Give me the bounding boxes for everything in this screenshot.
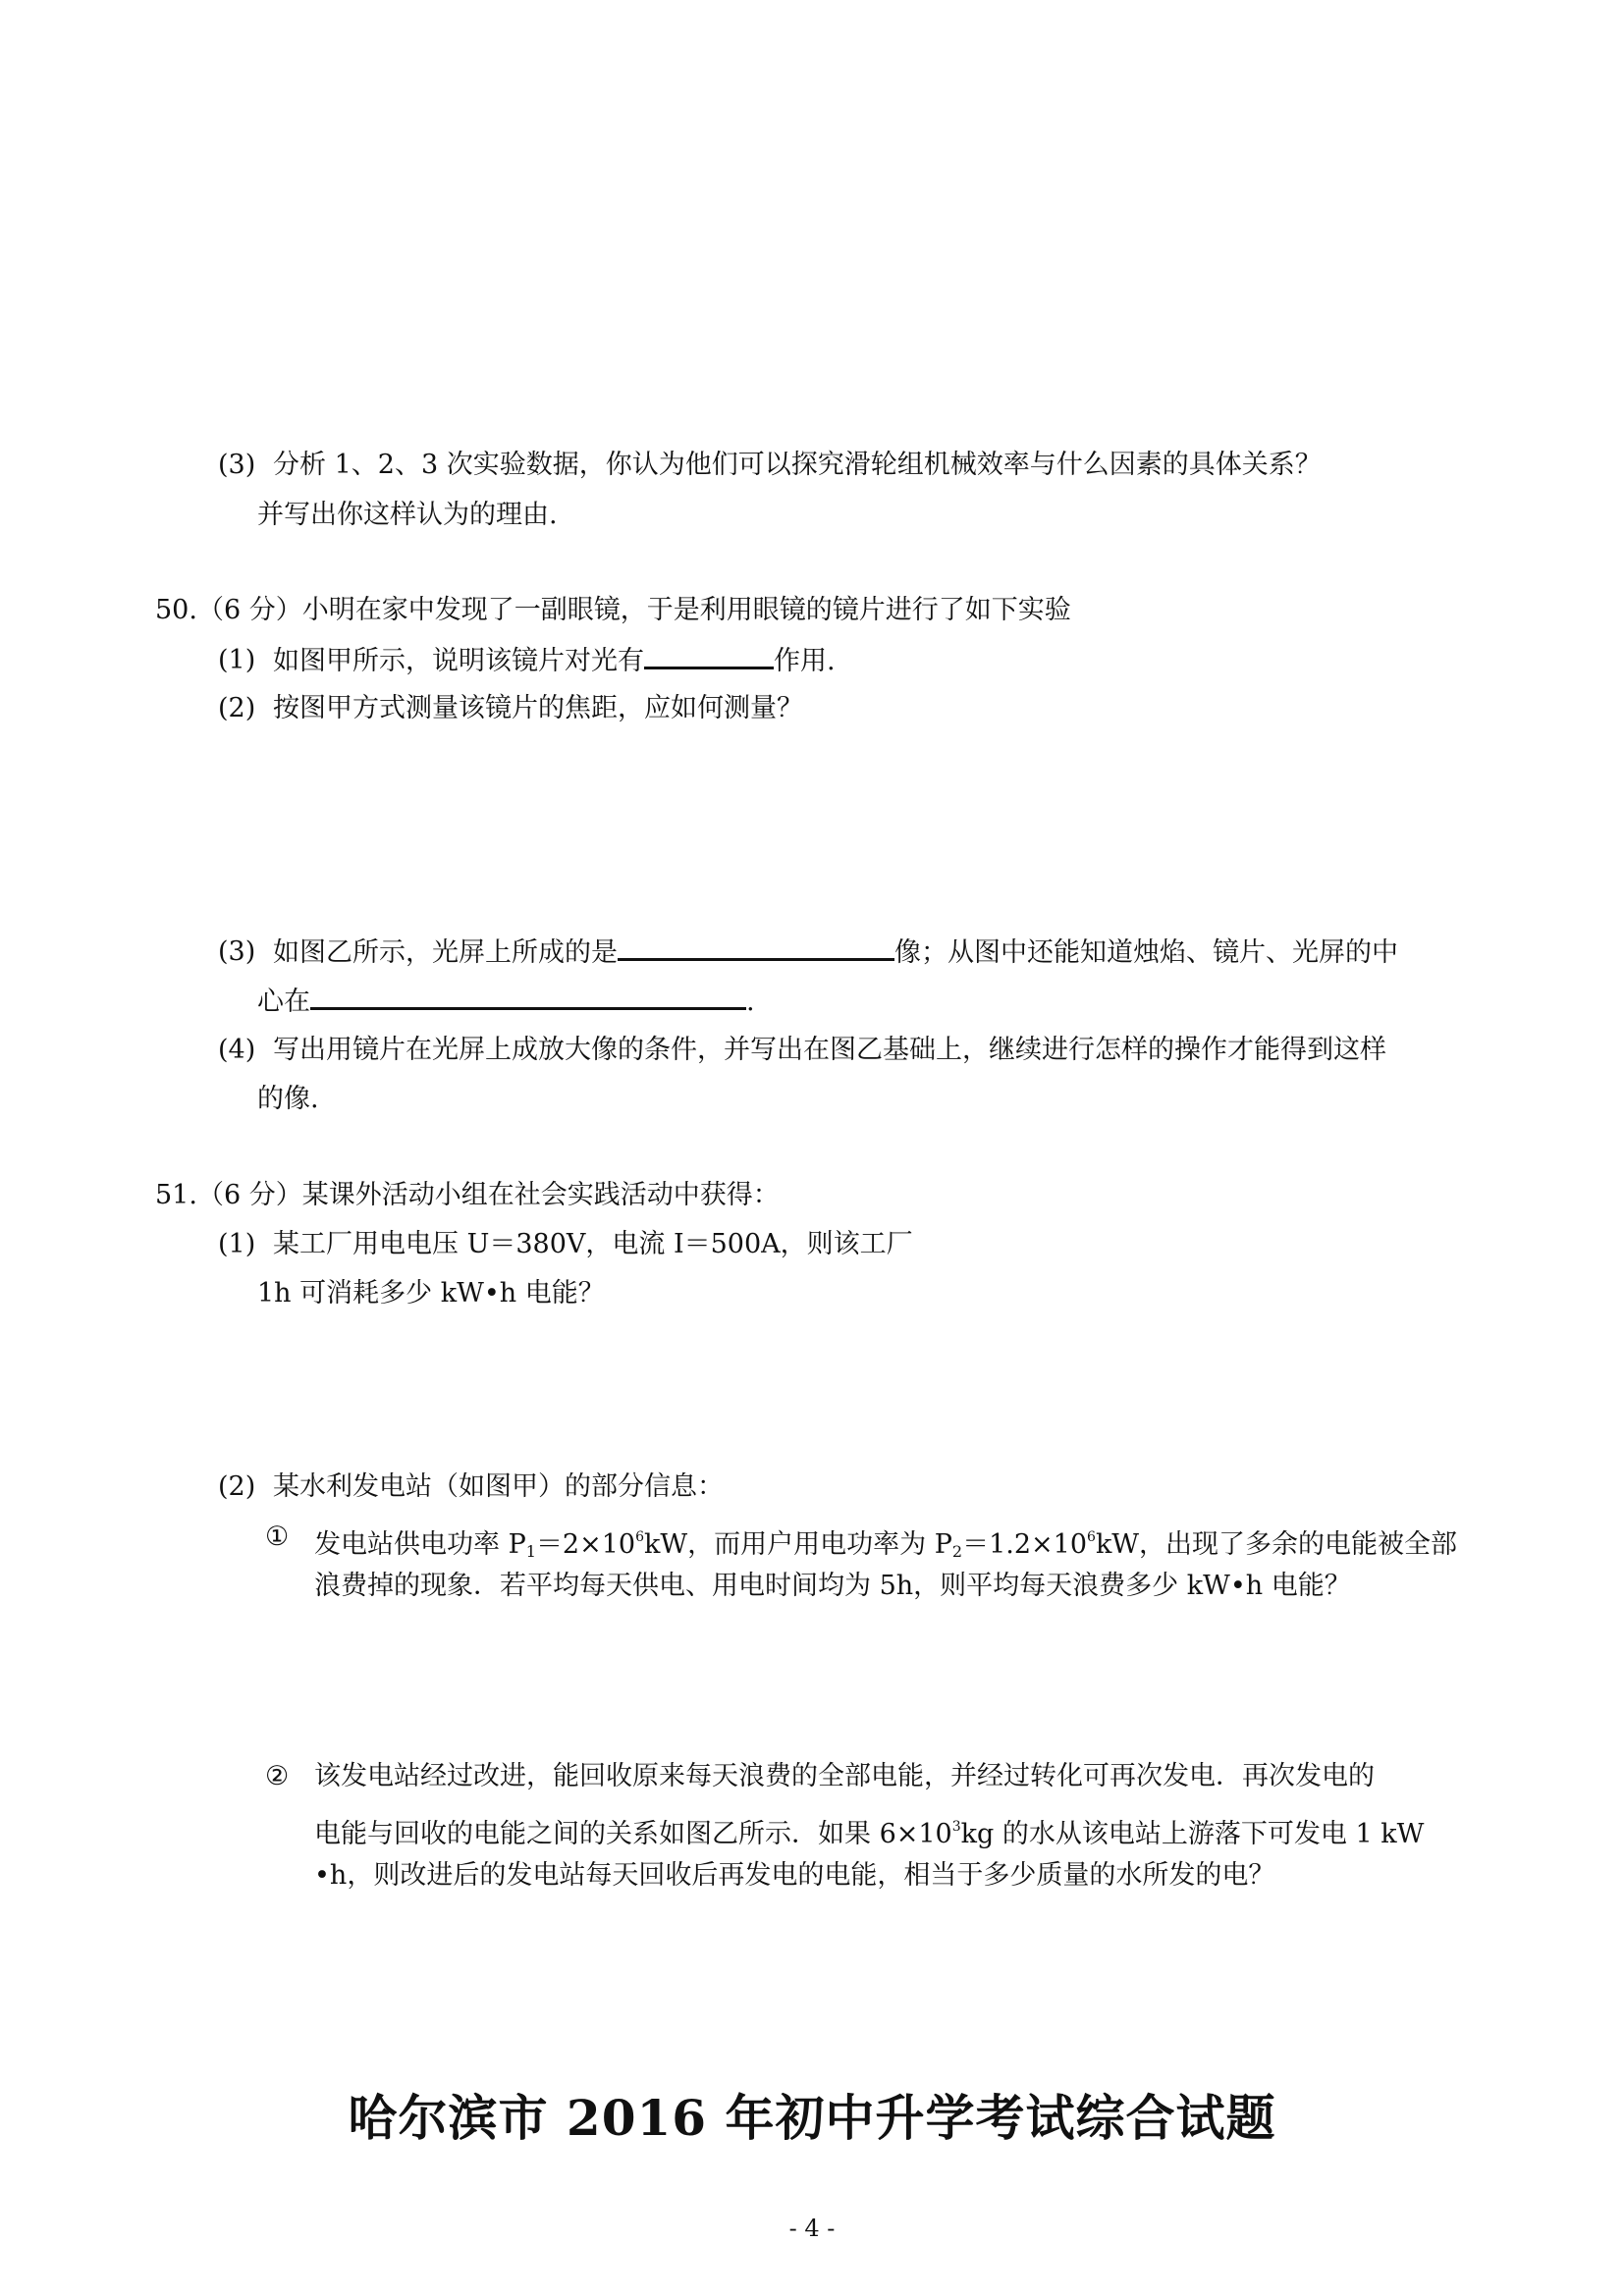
q50-p4-num: (4) (218, 1035, 256, 1065)
q50-p3-line1-after: 像；从图中还能知道烛焰、镜片、光屏的中 (894, 937, 1398, 968)
q51-p1-line1: 某工厂用电电压 U＝380V，电流 I＝500A，则该工厂 (273, 1229, 913, 1259)
q51-c1-sup2: 6 (1087, 1529, 1096, 1545)
q51-c1-b: ＝2×10 (535, 1529, 636, 1560)
q50-p3-line2-after: . (746, 987, 755, 1017)
answer-blank-2[interactable] (618, 934, 894, 961)
q51-c2-l2a: 电能与回收的电能之间的关系如图乙所示．如果 6×10 (314, 1819, 952, 1849)
q50-p2-num: (2) (218, 693, 256, 723)
q50-p1-after: 作用. (774, 646, 836, 676)
q50-p1-before: 如图甲所示，说明该镜片对光有 (273, 646, 644, 676)
q51-c1-sup1: 6 (635, 1529, 645, 1545)
q50-p3-num: (3) (218, 936, 256, 967)
q49-p3-line1: 分析 1、2、3 次实验数据，你认为他们可以探究滑轮组机械效率与什么因素的具体关系？ (273, 450, 1322, 480)
q49-p3-num: (3) (218, 450, 256, 480)
q50-p2: 按图甲方式测量该镜片的焦距，应如何测量？ (273, 693, 803, 723)
q51-c2-line2 (314, 1809, 1424, 1852)
q50-p3-line2-before: 心在 (257, 987, 310, 1017)
q51-header: 51.（6 分）某课外活动小组在社会实践活动中获得： (155, 1180, 780, 1210)
q51-p1-num: (1) (218, 1229, 256, 1259)
q50-p1-num: (1) (218, 645, 256, 675)
q51-c2-line1: 该发电站经过改进，能回收原来每天浪费的全部电能，并经过转化可再次发电．再次发电的 (314, 1761, 1375, 1791)
q51-p2-num: (2) (218, 1471, 256, 1502)
q51-c1-sub1: 1 (525, 1542, 536, 1561)
q51-c1-marker: ① (265, 1522, 290, 1552)
q51-c1-e: kW，出现了多余的电能被全部 (1095, 1529, 1458, 1560)
q50-p4-line1: 写出用镜片在光屏上成放大像的条件，并写出在图乙基础上，继续进行怎样的操作才能得到这样 (273, 1035, 1386, 1065)
q51-c2-marker: ② (265, 1761, 290, 1791)
q50-p3-line1 (273, 934, 1398, 971)
answer-blank-1[interactable] (644, 643, 774, 669)
q50-p3-line1-before: 如图乙所示，光屏上所成的是 (273, 937, 618, 968)
q51-c1-line1 (314, 1520, 1457, 1570)
q51-c2-sup: 3 (951, 1819, 961, 1835)
q51-c1-sub2: 2 (951, 1542, 963, 1561)
q50-p3-line2 (257, 984, 755, 1020)
q50-p4-line2: 的像. (257, 1084, 319, 1114)
answer-blank-3[interactable] (310, 984, 746, 1010)
q51-c2-l2b: kg 的水从该电站上游落下可发电 1 kW (960, 1819, 1425, 1849)
q51-p1-line2: 1h 可消耗多少 kW•h 电能？ (257, 1278, 605, 1308)
q51-p2: 某水利发电站（如图甲）的部分信息： (273, 1471, 724, 1502)
q51-c1-a: 发电站供电功率 P (314, 1529, 526, 1560)
q51-c1-d: ＝1.2×10 (962, 1529, 1088, 1560)
q50-p1 (273, 643, 836, 679)
q51-c2-line3: •h，则改进后的发电站每天回收后再发电的电能，相当于多少质量的水所发的电？ (314, 1860, 1275, 1891)
exam-title: 哈尔滨市 2016 年初中升学考试综合试题 (348, 2089, 1276, 2147)
q49-p3-line2: 并写出你这样认为的理由. (257, 500, 558, 530)
q51-c1-c: kW，而用户用电功率为 P (644, 1529, 952, 1560)
q50-header: 50.（6 分）小明在家中发现了一副眼镜，于是利用眼镜的镜片进行了如下实验 (155, 595, 1071, 625)
page-number: - 4 - (788, 2215, 836, 2242)
q51-c1-line2: 浪费掉的现象．若平均每天供电、用电时间均为 5h，则平均每天浪费多少 kW•h 电能？ (314, 1571, 1351, 1601)
